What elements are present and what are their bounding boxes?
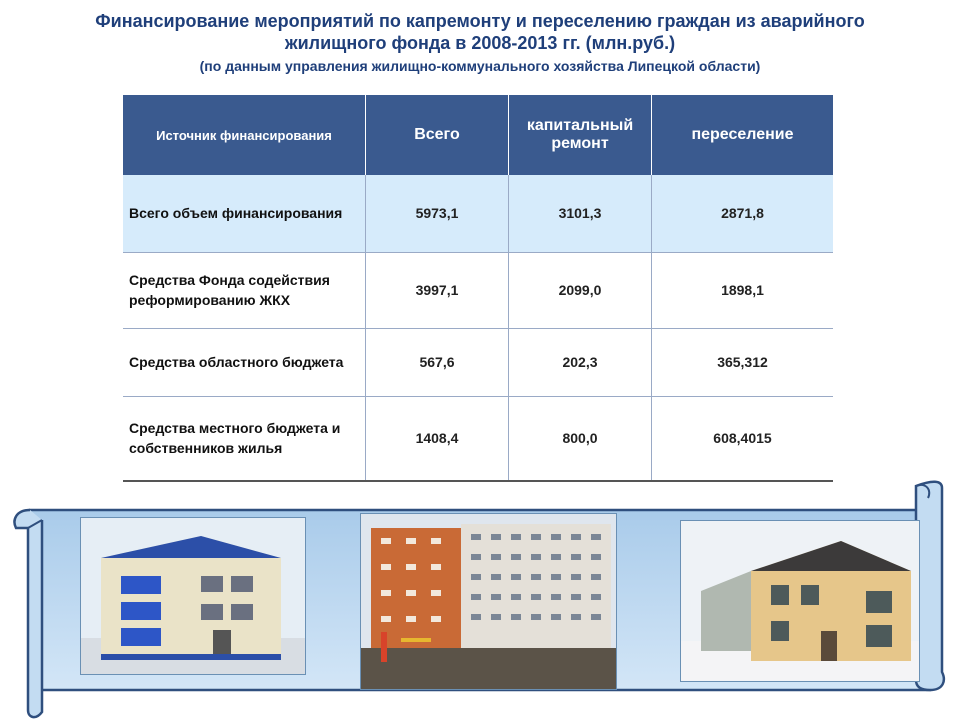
row-source-name: Средства Фонда содействия реформированию ЖКХ [123, 252, 366, 328]
row-repair-value: 3101,3 [509, 175, 652, 252]
page-title [0, 10, 960, 76]
row-source-name: Средства областного бюджета [123, 328, 366, 396]
row-total-value: 3997,1 [366, 252, 509, 328]
row-source-name: Средства местного бюджета и собственников жилья [123, 396, 366, 481]
row-resettle-value: 1898,1 [652, 252, 834, 328]
building-photo-highrise [360, 513, 617, 690]
row-repair-value: 2099,0 [509, 252, 652, 328]
row-total-value: 567,6 [366, 328, 509, 396]
title-line-1: Финансирование мероприятий по капремонту и переселению граждан из аварийного [95, 11, 865, 31]
row-resettle-value: 365,312 [652, 328, 834, 396]
header-total: Всего [366, 95, 509, 175]
table-row [123, 328, 833, 396]
row-total-value: 5973,1 [366, 175, 509, 252]
title-line-2: жилищного фонда в 2008-2013 гг. (млн.руб.) [284, 33, 676, 53]
header-capital-repair: капитальный ремонт [509, 95, 652, 175]
title-source-note: (по данным управления жилищно-коммунального хозяйства Липецкой области) [199, 58, 761, 74]
table-row [123, 396, 833, 481]
building-photo-yellow-cottage [680, 520, 920, 682]
row-resettle-value: 2871,8 [652, 175, 834, 252]
header-resettlement: переселение [652, 95, 834, 175]
building-photo-blue-balconies [80, 517, 306, 675]
table-header-row [123, 95, 833, 175]
table-row [123, 175, 833, 252]
row-source-name: Всего объем финансирования [123, 175, 366, 252]
header-source: Источник финансирования [123, 95, 366, 175]
financing-table [123, 95, 833, 482]
row-total-value: 1408,4 [366, 396, 509, 481]
row-repair-value: 202,3 [509, 328, 652, 396]
table-row [123, 252, 833, 328]
row-resettle-value: 608,4015 [652, 396, 834, 481]
row-repair-value: 800,0 [509, 396, 652, 481]
